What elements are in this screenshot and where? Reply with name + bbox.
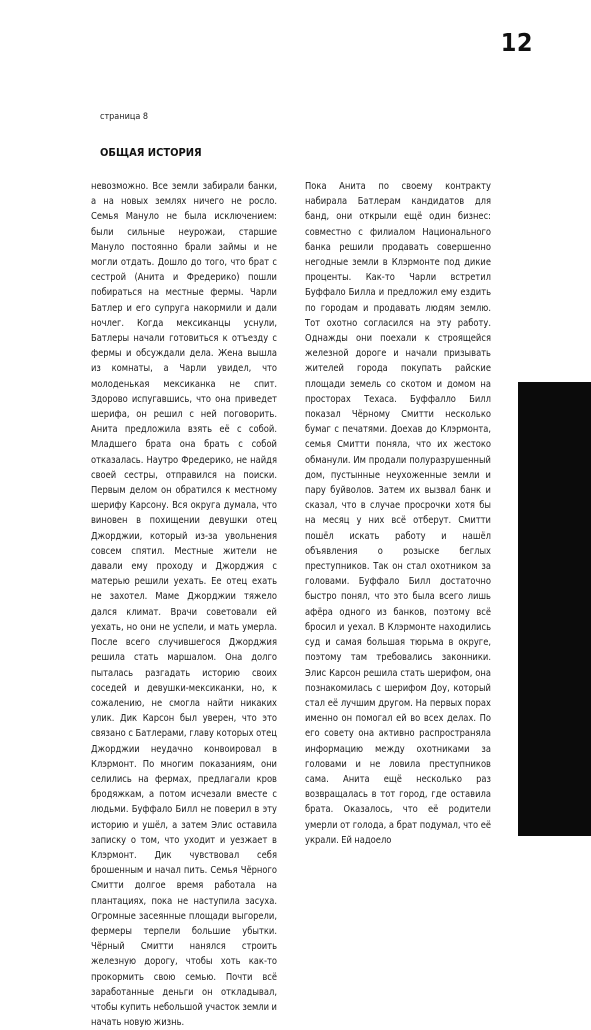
text-column-left <box>91 179 277 1030</box>
text-column-right <box>305 179 491 848</box>
decorative-side-bar <box>518 382 591 836</box>
section-title: ОБЩАЯ ИСТОРИЯ <box>100 146 202 159</box>
left-column-text: невозможно. Все земли забирали банки, а на новых землях ничего не росло. Семья Мануло не была исключением: были сильные неурожаи, старшие Мануло постоянно брали займы и не могли отдать. Дошло до того, что брат с сестрой (Анита и Фредерико) пошли побираться на местные фермы. Чарли Батлер и его супруга накормили и дали ночлег. Когда мексиканцы уснули, Батлеры начали готовиться к отъезду с фермы и обсуждали дела. Жена вышла из комнаты, а Чарли увидел, что молоденькая мексиканка не спит. Здорово испугавшись, что она приведет шерифа, он решил с ней поговорить. Анита предложила взять её с собой. Младшего брата она брать с собой отказалась. Наутро Фредерико, не найдя своей сестры, отправился на поиски. Первым делом он обратился к местному шерифу Карсону. Вся округа думала, что виновен в похищении девушки отец Джорджии, который из-за увольнения совсем спятил. Местные жители не давали ему проходу и Джорджия с матерью решили уехать. Ее отец ехать не захотел. Маме Джорджии тяжело дался климат. Врачи советовали ей уехать, но они не успели, и мать умерла. После всего случившегося Джорджия решила стать маршалом. Она долго пыталась разгадать историю своих соседей и девушки-мексиканки, но, к сожалению, не смогла найти никаких улик. Дик Карсон был уверен, что это связано с Батлерами, главу которых отец Джорджии неудачно конвоировал в Клэрмонт. По многим показаниям, они селились на фермах, предлагали кров бродяжкам, а потом исчезали вместе с людьми. Буффало Билл не поверил в эту историю и ушёл, а затем Элис оставила записку о том, что уходит и уезжает в Клэрмонт. Дик чувствовал себя брошенным и начал пить. Семья Чёрного Смитти долгое время работала на плантациях, пока не наступила засуха. Огромные засеянные площади выгорели, фермеры терпели большие убытки. Чёрный Смитти нанялся строить железную дорогу, чтобы хоть как-то прокормить свою семью. Почти всё заработанные деньги он откладывал, чтобы купить небольшой участок земли и начать новую жизнь. <box>91 181 277 1029</box>
right-column-text: Пока Анита по своему контракту набирала Батлерам кандидатов для банд, они открыли ещё один бизнес: совместно с филиалом Национального банка решили продавать совершенно негодные земли в Клэрмонте под дикие проценты. Как-то Чарли встретил Буффало Билла и предложил ему ездить по городам и продавать людям землю. Тот охотно согласился на эту работу. Однажды они поехали к строящейся железной дороге и начали призывать жителей города покупать райские площади земель со скотом и домом на просторах Техаса. Буффалло Билл показал Чёрному Смитти несколько бумаг с печатями. Доехав до Клэрмонта, семья Смитти поняла, что их жестоко обманули. Им продали полуразрушенный дом, пустынные неухоженные земли и пару буйволов. Затем их вызвал банк и сказал, что в случае просрочки хотя бы на месяц у них всё отберут. Смитти пошёл искать работу и нашёл объявления о розыске беглых преступников. Так он стал охотником за головами. Буффало Билл достаточно быстро понял, что это была всего лишь афёра одного из банков, поэтому всё бросил и уехал. В Клэрмонте находились суд и самая большая тюрьма в округе, поэтому там требовались законники. Элис Карсон решила стать шерифом, она познакомилась с шерифом Доу, который стал её лучшим другом. На первых порах именно он помогал ей во всех делах. По его совету она активно распространяла информацию между охотниками за головами и не ловила преступников сама. Анита ещё несколько раз возвращалась в тот город, где оставила брата. Оказалось, что её родители умерли от голода, а брат подумал, что её украли. Ей надоело <box>305 181 491 846</box>
page-subtitle: страница 8 <box>100 112 149 122</box>
page-number: 12 <box>500 28 533 57</box>
